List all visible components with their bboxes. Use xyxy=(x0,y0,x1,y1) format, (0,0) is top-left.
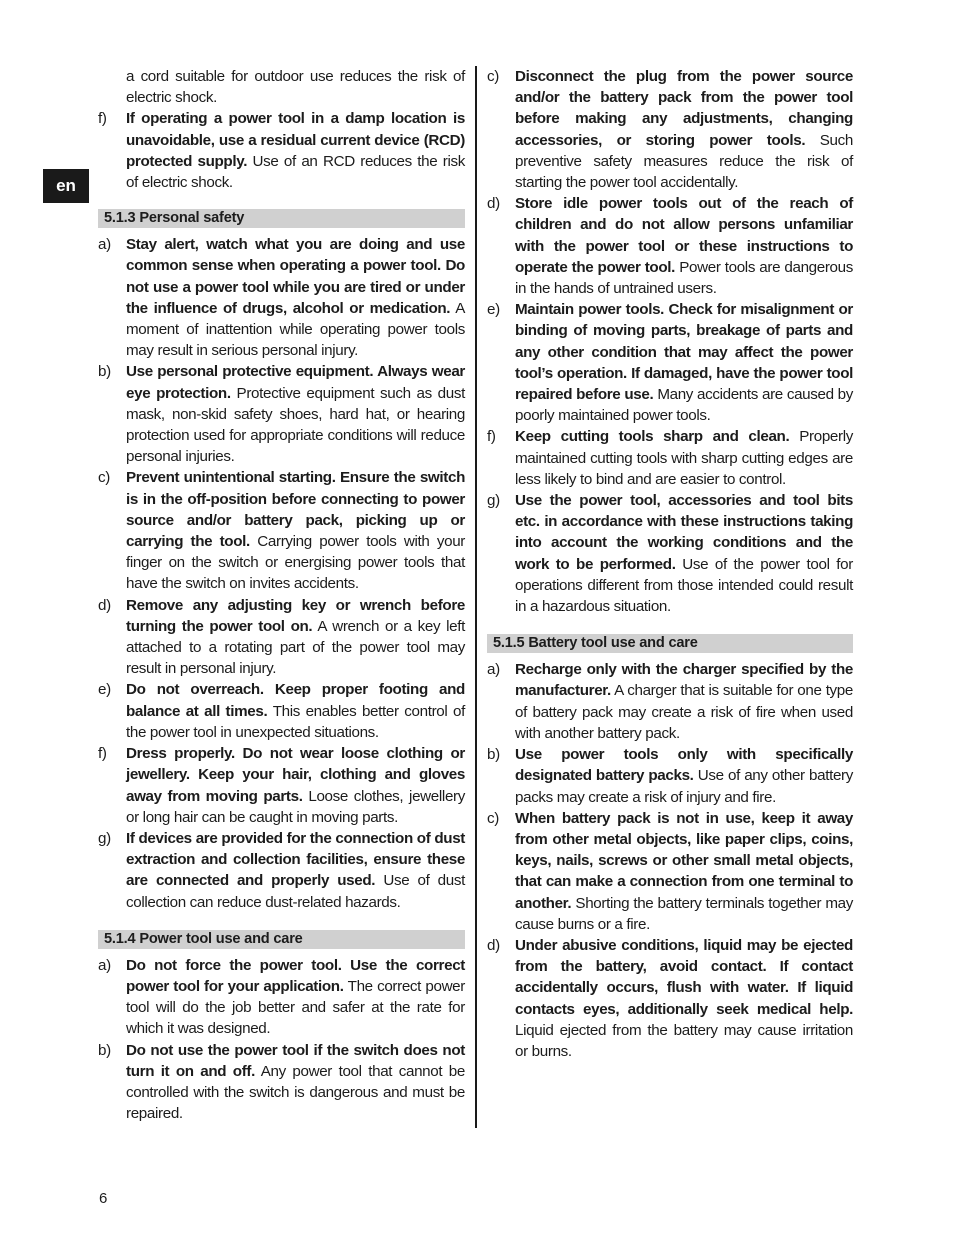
list-item xyxy=(487,744,853,808)
item-text: Carrying power tools with your finger on the switch or energising power tools that have the switch on invites accidents. xyxy=(126,533,466,593)
power-tool-use-list xyxy=(98,955,465,1125)
item-letter: f) xyxy=(487,428,496,446)
item-body xyxy=(126,955,465,1040)
item-letter: c) xyxy=(98,469,110,487)
list-item xyxy=(98,361,465,467)
item-text: Such preventive safety measures reduce the risk of starting the power tool accidentally. xyxy=(515,131,853,192)
item-text: Use of the power tool for operations different from those intended could result in a hazardous situation. xyxy=(515,555,853,616)
item-bold: Do not force the power tool. Use the correct power tool for your application. xyxy=(126,956,465,995)
item-letter: g) xyxy=(98,829,111,847)
list-item xyxy=(487,299,853,426)
item-letter: c) xyxy=(487,68,499,85)
battery-list xyxy=(487,659,853,1062)
item-text: This enables better control of the power tool in unexpected situations. xyxy=(126,702,465,741)
item-bold: Use power tools only with specifically designated battery packs. xyxy=(515,746,853,785)
list-item xyxy=(487,193,853,299)
item-text: Power tools are dangerous in the hands of untrained users. xyxy=(515,258,853,298)
item-text: Shorting the battery terminals together may cause burns or a fire. xyxy=(515,894,853,933)
list-item xyxy=(487,490,853,617)
item-letter: e) xyxy=(487,301,500,319)
language-tab: en xyxy=(43,169,89,203)
item-bold: Maintain power tools. Check for misalignment or binding of moving parts, breakage of parts and any other condition that may affect the power tool’s operation. If damaged, have the power tool repaired before use. xyxy=(515,301,853,404)
item-bold: Stay alert, watch what you are doing and use common sense when operating a power tool. Do not use a power tool while you are tired or under the influence of drugs, alcohol or medication. xyxy=(126,236,465,317)
list-item xyxy=(98,743,465,828)
item-letter: b) xyxy=(98,1041,111,1059)
item-letter: c) xyxy=(487,809,499,827)
item-letter: d) xyxy=(487,195,500,213)
item-letter: d) xyxy=(98,596,111,614)
item-body xyxy=(126,828,465,913)
item-letter: a) xyxy=(98,236,111,254)
list-item xyxy=(98,595,465,680)
item-bold: If devices are provided for the connection of dust extraction and collection facilities, ensure these are connected and properly used. xyxy=(126,829,465,890)
item-letter: e) xyxy=(98,681,111,699)
section-heading-battery: 5.1.5 Battery tool use and care xyxy=(487,634,853,653)
list-item xyxy=(98,108,465,193)
item-letter: f) xyxy=(98,110,107,128)
item-letter: a) xyxy=(98,956,111,974)
item-bold: Disconnect the plug from the power source and/or the battery pack from the power tool before making any adjustments, changing accessories, or storing power tools. xyxy=(515,68,853,149)
item-text: Any power tool that cannot be controlled with the switch is dangerous and must be repaired. xyxy=(126,1062,465,1123)
item-text: A charger that is suitable for one type of battery pack may create a risk of fire when used with another battery pack. xyxy=(515,682,853,742)
item-body xyxy=(515,935,853,1062)
item-body xyxy=(515,426,853,490)
item-letter: b) xyxy=(487,746,500,764)
item-text: Properly maintained cutting tools with sharp cutting edges are less likely to bind and are easier to control. xyxy=(515,428,853,488)
item-text: A wrench or a key left attached to a rotating part of the power tool may result in personal injury. xyxy=(126,617,466,678)
item-body xyxy=(515,744,853,808)
item-text: The correct power tool will do the job better and safer at the rate for which it was designed. xyxy=(126,977,465,1038)
item-text: Use of any other battery packs may create a risk of injury and fire. xyxy=(515,767,853,806)
list-item xyxy=(98,828,465,913)
item-body xyxy=(515,66,853,193)
item-text: A moment of inattention while operating power tools may result in serious personal injury. xyxy=(126,299,466,360)
item-body xyxy=(126,361,465,467)
list-item xyxy=(487,808,853,935)
item-bold: Dress properly. Do not wear loose clothing or jewellery. Keep your hair, clothing and gloves away from moving parts. xyxy=(126,745,465,805)
column-divider xyxy=(475,66,477,1128)
section-heading-personal-safety: 5.1.3 Personal safety xyxy=(98,209,465,228)
list-item xyxy=(98,679,465,743)
item-text: Protective equipment such as dust mask, non-skid safety shoes, hard hat, or hearing protection used for appropriate conditions will reduce personal injuries. xyxy=(126,384,465,466)
list-item xyxy=(487,66,853,193)
item-body xyxy=(515,490,853,617)
item-letter: b) xyxy=(98,363,111,381)
list-item xyxy=(98,467,465,594)
item-bold: Do not overreach. Keep proper footing and balance at all times. xyxy=(126,681,465,720)
item-body xyxy=(126,1040,465,1125)
item-body xyxy=(515,808,853,935)
power-tool-use-list-continued xyxy=(487,66,853,617)
item-text: Many accidents are caused by poorly maintained power tools. xyxy=(515,386,853,425)
item-text: Loose clothes, jewellery or long hair can be caught in moving parts. xyxy=(126,787,465,826)
item-bold: Use the power tool, accessories and tool bits etc. in accordance with these instructions taking into account the working conditions and the work to be performed. xyxy=(515,492,853,573)
item-bold: Remove any adjusting key or wrench before turning the power tool on. xyxy=(126,596,465,635)
item-text: Liquid ejected from the battery may cause irritation or burns. xyxy=(515,1021,853,1060)
item-letter: a) xyxy=(487,661,500,679)
section-heading-power-tool-use: 5.1.4 Power tool use and care xyxy=(98,930,465,949)
intro-continuation: a cord suitable for outdoor use reduces the risk of electric shock. xyxy=(126,68,465,107)
item-bold: Under abusive conditions, liquid may be ejected from the battery, avoid contact. If contact accidentally occurs, flush with water. If liquid contacts eyes, additionally seek medical help. xyxy=(515,936,853,1018)
list-item xyxy=(487,426,853,490)
item-body xyxy=(126,108,465,193)
item-bold: If operating a power tool in a damp location is unavoidable, use a residual current device (RCD) protected supply. xyxy=(126,110,465,170)
item-bold: When battery pack is not in use, keep it away from other metal objects, like paper clips, coins, keys, nails, screws or other small metal objects, that can make a connection from one terminal to another. xyxy=(515,809,853,912)
item-text: Use of an RCD reduces the risk of electric shock. xyxy=(126,152,465,192)
item-letter: g) xyxy=(487,492,500,510)
item-body xyxy=(515,299,853,426)
item-body xyxy=(126,679,465,743)
item-bold: Recharge only with the charger specified by the manufacturer. xyxy=(515,661,853,700)
item-text: Use of dust collection can reduce dust-related hazards. xyxy=(126,872,465,911)
list-item xyxy=(98,234,465,361)
item-body xyxy=(515,659,853,744)
right-column xyxy=(487,66,853,1062)
item-body xyxy=(126,234,465,361)
item-body xyxy=(126,467,465,594)
item-bold: Prevent unintentional starting. Ensure the switch is in the off-position before connecting to power source and/or battery pack, picking up or carrying the tool. xyxy=(126,469,465,551)
list-item xyxy=(487,935,853,1062)
item-bold: Store idle power tools out of the reach of children and do not allow persons unfamiliar with the power tool or these instructions to operate the power tool. xyxy=(515,195,853,276)
list-item xyxy=(98,955,465,1040)
page-number: 6 xyxy=(99,1190,108,1207)
item-body xyxy=(515,193,853,299)
item-body xyxy=(126,743,465,828)
list-item xyxy=(98,1040,465,1125)
item-bold: Do not use the power tool if the switch does not turn it on and off. xyxy=(126,1041,465,1080)
left-column xyxy=(98,66,465,1124)
item-body xyxy=(126,595,465,680)
item-letter: d) xyxy=(487,936,500,954)
item-bold: Use personal protective equipment. Always wear eye protection. xyxy=(126,363,465,402)
item-bold: Keep cutting tools sharp and clean. xyxy=(515,428,790,446)
item-letter: f) xyxy=(98,745,107,763)
list-item xyxy=(487,659,853,744)
personal-safety-list xyxy=(98,234,465,913)
